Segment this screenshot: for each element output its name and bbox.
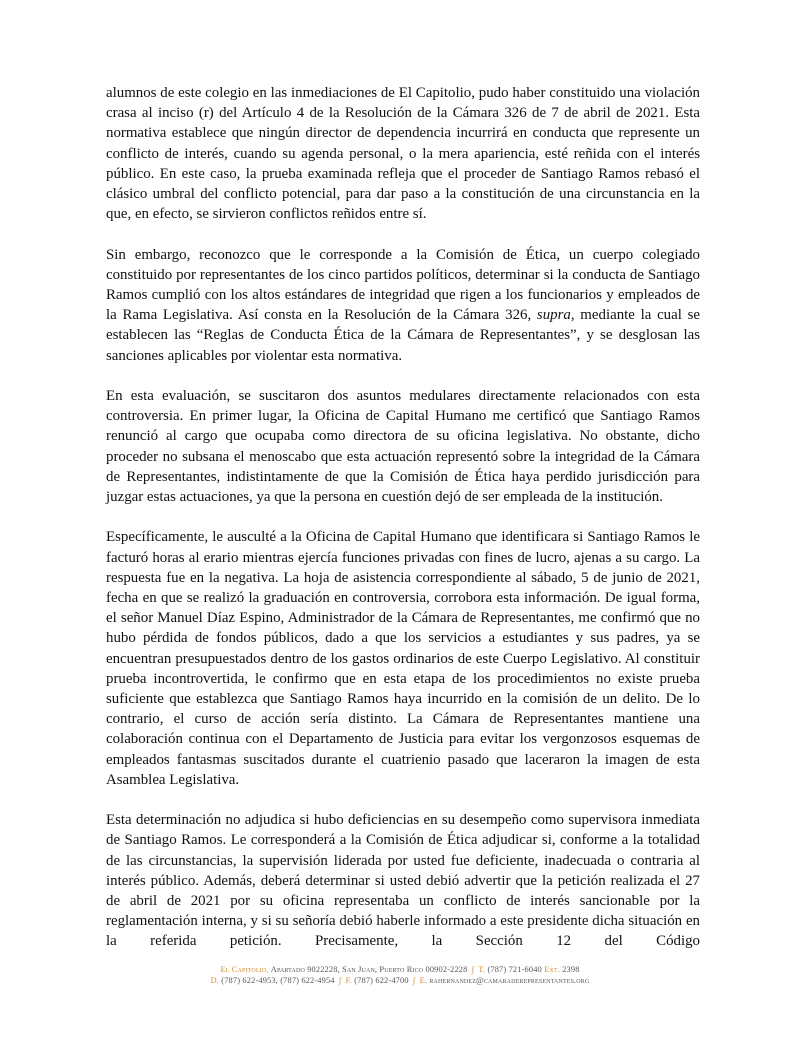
footer-separator: ∫ (338, 976, 342, 985)
footer-direct-label: D. (210, 976, 220, 985)
footer-ext: 2398 (562, 965, 580, 974)
letterhead-footer (0, 964, 800, 986)
footer-phone: (787) 721-6040 (487, 965, 542, 974)
footer-ext-label: Ext. (544, 965, 560, 974)
footer-email-label: E. (419, 976, 428, 985)
paragraph-2-text-a: Sin embargo, reconozco que le corresponde a la Comisión de Ética, un cuerpo colegiado constituido por representantes de los cinco partidos políticos, determinar si la conducta de Santiago Ramos cumplió con los altos estándares de integridad que rigen a los funcionarios y empleados de la Rama Legislativa. Así consta en la Resolución de la Cámara 326, (106, 246, 700, 324)
paragraph-2-text-b: , mediante la cual se establecen las “Reglas de Conducta Ética de la Cámara de Representantes”, y se desglosan las sanciones aplicables por violentar esta normativa. (106, 307, 701, 364)
footer-line-2 (0, 975, 800, 986)
footer-direct-phones: (787) 622-4953, (787) 622-4954 (221, 976, 335, 985)
footer-email: rahernandez@camaraderepresentantes.org (429, 976, 590, 985)
paragraph-2-italic-supra: supra (536, 307, 571, 324)
footer-line-1 (0, 964, 800, 975)
footer-fax: (787) 622-4700 (354, 976, 409, 985)
footer-fax-label: F. (345, 976, 352, 985)
paragraph-4: Específicamente, le ausculté a la Oficina de Capital Humano que identificara si Santiago Ramos le facturó horas al erario mientras ejercía funciones privadas con fines de lucro, ajenas a su cargo. La respuesta fue en la negativa. La hoja de asistencia correspondiente al sábado, 5 de junio de 2021, fecha en que se realizó la graduación en controversia, corrobora esta información. De igual forma, el señor Manuel Díaz Espino, Administrador de la Cámara de Representantes, me confirmó que no hubo pérdida de fondos públicos, dado a que los servicios a estudiantes y sus padres, ya se encuentran presupuestados dentro de los gastos ordinarios de este Cuerpo Legislativo. Al constituir prueba incontrovertida, le confirmo que en esta etapa de los procedimientos no existe prueba suficiente que establezca que Santiago Ramos haya incurrido en la comisión de un delito. De lo contrario, el curso de acción sería distinto. La Cámara de Representantes mantiene una colaboración continua con el Departamento de Justicia para evitar los vergonzosos esquemas de empleados fantasmas suscitados durante el cuatrienio pasado que laceraron la imagen de esta Asamblea Legislativa. (106, 529, 700, 788)
paragraph-2 (106, 245, 700, 366)
footer-separator: ∫ (412, 976, 416, 985)
footer-address: Apartado 9022228, San Juan, Puerto Rico 00902-2228 (270, 965, 468, 974)
paragraph-1: alumnos de este colegio en las inmediaciones de El Capitolio, pudo haber constituido una violación crasa al inciso (r) del Artículo 4 de la Resolución de la Cámara 326 de 7 de abril de 2021. Esta normativa establece que ningún director de dependencia incurrirá en conducta que represente un conflicto de interés, cuando su agenda personal, o la mera apariencia, esté reñida con el interés público. En este caso, la prueba examinada refleja que el proceder de Santiago Ramos rebasó el clásico umbral del conflicto potencial, para dar paso a la constitución de una circunstancia en la que, en efecto, se sirvieron conflictos reñidos entre sí. (106, 85, 700, 223)
paragraph-5: Esta determinación no adjudica si hubo deficiencias en su desempeño como supervisora inmediata de Santiago Ramos. Le corresponderá a la Comisión de Ética adjudicar si, conforme a la totalidad de las circunstancias, la supervisión liderada por usted fue deficiente, inadecuada o contraria al interés público. Además, deberá determinar si usted debió advertir que la petición realizada el 27 de abril de 2021 por su oficina representaba un conflicto de interés sancionable por la reglamentación interna, y si su señoría debió haberle informado a este presidente dicha situación en la referida petición. Precisamente, la Sección 12 del Código (106, 812, 700, 950)
footer-phone-label: T. (478, 965, 486, 974)
letter-body (106, 83, 700, 952)
paragraph-3: En esta evaluación, se suscitaron dos asuntos medulares directamente relacionados con esta controversia. En primer lugar, la Oficina de Capital Humano me certificó que Santiago Ramos renunció al cargo que ocupaba como directora de su oficina legislativa. No obstante, dicho proceder no subsana el menoscabo que esta actuación representó sobre la integridad de la Cámara de Representantes, indistintamente de que la Comisión de Ética haya perdido jurisdicción para juzgar estas actuaciones, ya que la persona en cuestión dejó de ser empleada de la institución. (106, 388, 700, 506)
footer-capitol: El Capitolio, (220, 965, 269, 974)
footer-separator: ∫ (471, 965, 475, 974)
